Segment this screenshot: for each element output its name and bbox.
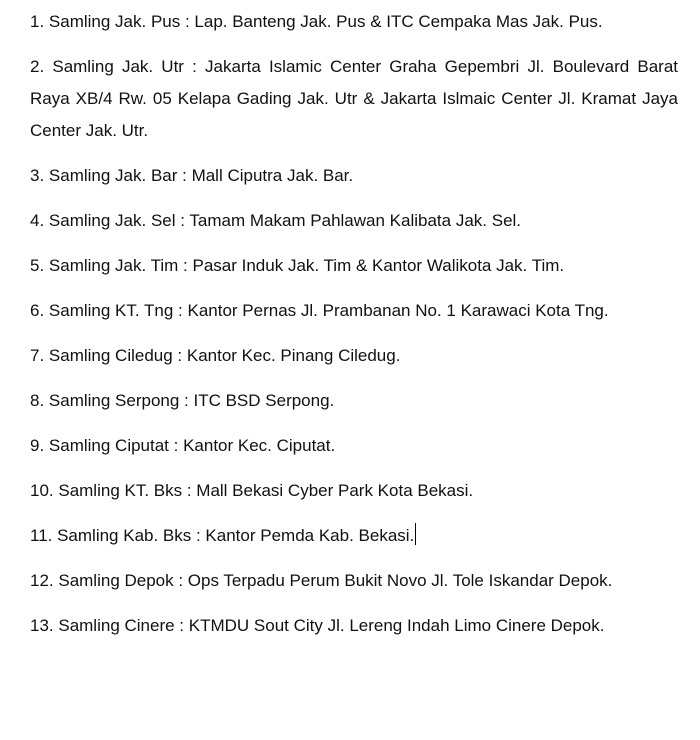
- list-item-12: [30, 565, 678, 597]
- list-item-5: [30, 250, 678, 282]
- list-item-text: 12. Samling Depok : Ops Terpadu Perum Bukit Novo Jl. Tole Iskandar Depok.: [30, 571, 613, 590]
- list-item-1: [30, 6, 678, 38]
- list-item-8: [30, 385, 678, 417]
- list-item-text: 1. Samling Jak. Pus : Lap. Banteng Jak. Pus & ITC Cempaka Mas Jak. Pus.: [30, 12, 603, 31]
- list-item-text: 11. Samling Kab. Bks : Kantor Pemda Kab. Bekasi.: [30, 526, 415, 545]
- list-item-11: [30, 520, 678, 552]
- document-body[interactable]: [30, 6, 678, 642]
- list-item-text: 4. Samling Jak. Sel : Tamam Makam Pahlawan Kalibata Jak. Sel.: [30, 211, 522, 230]
- list-item-text: 9. Samling Ciputat : Kantor Kec. Ciputat.: [30, 436, 336, 455]
- list-item-text: 3. Samling Jak. Bar : Mall Ciputra Jak. Bar.: [30, 166, 354, 185]
- list-item-text: 7. Samling Ciledug : Kantor Kec. Pinang Ciledug.: [30, 346, 401, 365]
- list-item-10: [30, 475, 678, 507]
- list-item-4: [30, 205, 678, 237]
- list-item-text: 10. Samling KT. Bks : Mall Bekasi Cyber Park Kota Bekasi.: [30, 481, 474, 500]
- list-item-text: 2. Samling Jak. Utr : Jakarta Islamic Center Graha Gepembri Jl. Boulevard Barat Raya XB/4 Rw. 05 Kelapa Gading Jak. Utr & Jakarta Islmaic Center Jl. Kramat Jaya Center Jak. Utr.: [30, 57, 678, 140]
- list-item-2: [30, 51, 678, 147]
- list-item-7: [30, 340, 678, 372]
- list-item-text: 5. Samling Jak. Tim : Pasar Induk Jak. Tim & Kantor Walikota Jak. Tim.: [30, 256, 565, 275]
- list-item-6: [30, 295, 678, 327]
- list-item-text: 13. Samling Cinere : KTMDU Sout City Jl. Lereng Indah Limo Cinere Depok.: [30, 616, 605, 635]
- list-item-text: 8. Samling Serpong : ITC BSD Serpong.: [30, 391, 335, 410]
- text-cursor: [415, 523, 416, 545]
- list-item-3: [30, 160, 678, 192]
- list-item-9: [30, 430, 678, 462]
- list-item-13: [30, 610, 678, 642]
- list-item-text: 6. Samling KT. Tng : Kantor Pernas Jl. Prambanan No. 1 Karawaci Kota Tng.: [30, 301, 609, 320]
